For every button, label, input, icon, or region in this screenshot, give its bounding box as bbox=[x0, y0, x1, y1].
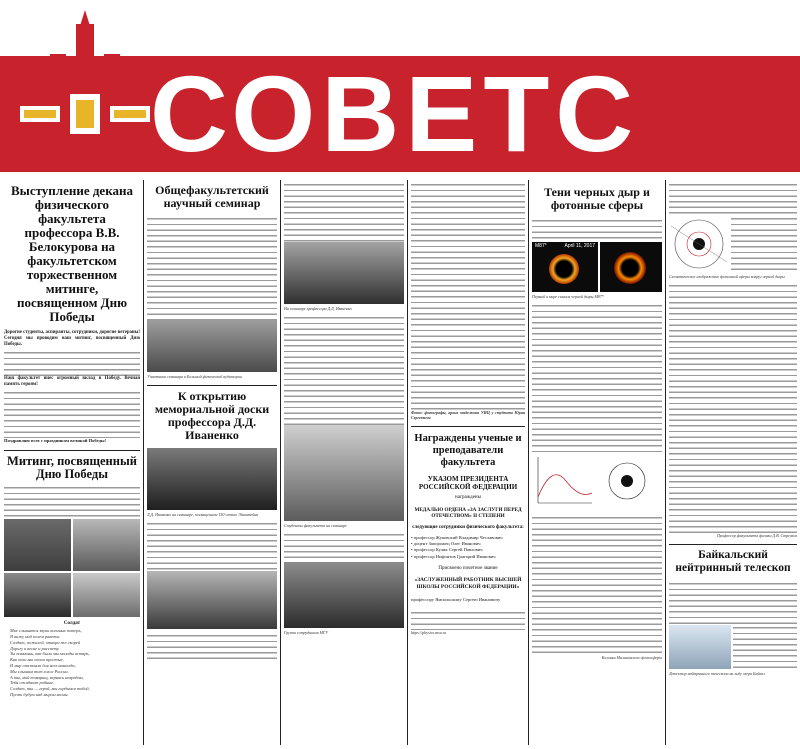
photo-caption: Группа сотрудников МГУ bbox=[284, 630, 328, 635]
photo-caption: На семинаре профессора Д.Д. Иваненко bbox=[284, 306, 352, 311]
image-date: April 11, 2017 bbox=[564, 243, 595, 249]
headline-black-holes: Тени черных дыр и фотонные сферы bbox=[544, 185, 650, 212]
decree-subtitle: награждены bbox=[455, 495, 481, 500]
staff-title: следующие сотрудники физического факультета: bbox=[412, 525, 524, 531]
body-text bbox=[4, 350, 140, 376]
column-rule bbox=[280, 180, 281, 745]
headline-dean-speech: Выступление декана физического факультета профессора В.В. Белокурова на факультетском торжественном митинге, посвященном Дню Победы bbox=[11, 183, 133, 324]
photo-caption: Первый в мире снимок черной дыры M87* bbox=[532, 294, 604, 299]
body-text bbox=[284, 532, 404, 562]
headline-memorial: К открытию мемориальной доски профессора Д.Д. Иваненко bbox=[154, 389, 270, 442]
decree-title: УКАЗОМ ПРЕЗИДЕНТА РОССИЙСКОЙ ФЕДЕРАЦИИ bbox=[418, 475, 518, 491]
body-text bbox=[284, 315, 404, 425]
column-6 bbox=[669, 180, 797, 745]
body-text bbox=[4, 390, 140, 438]
headline-awards: Награждены ученые и преподаватели факультета bbox=[414, 433, 522, 468]
source-link[interactable]: https://physics.msu.ru bbox=[411, 630, 447, 636]
rally-photo bbox=[4, 573, 71, 617]
photo-caption: Детектор нейтринного телескопа на льду озера Байкал bbox=[669, 671, 765, 676]
body-text bbox=[731, 216, 797, 272]
poem-line: Дорогу к весне и рассвету. bbox=[10, 645, 60, 651]
students-photo bbox=[284, 425, 404, 521]
body-text bbox=[532, 218, 662, 242]
body-text bbox=[411, 182, 525, 410]
awardee-name: • профессор Нифонтов Григорий Иванович bbox=[411, 553, 496, 559]
closing-line: Поздравляю всех с праздником великой Победы! bbox=[4, 438, 107, 443]
column-3 bbox=[284, 180, 404, 745]
poem-line: Ты помнишь, как были мы молоды встарь, bbox=[10, 651, 90, 657]
body-text bbox=[284, 182, 404, 242]
article-source: Колонка Малиновского фотосферы bbox=[601, 654, 662, 660]
rally-photo bbox=[4, 519, 71, 571]
m87-image bbox=[532, 242, 598, 292]
column-1 bbox=[4, 180, 140, 745]
headline-rally: Митинг, посвященный Дню Победы bbox=[7, 453, 137, 481]
awardee-name: • профессор Жуковский Владимир Чеславович bbox=[411, 535, 503, 540]
body-text bbox=[532, 515, 662, 655]
poem bbox=[4, 628, 140, 698]
photo-caption: Студенты факультета на семинаре bbox=[284, 523, 347, 528]
column-rule bbox=[528, 180, 529, 745]
body-text bbox=[411, 610, 525, 630]
poem-line: Пусть будут над миром весны. bbox=[10, 691, 69, 697]
photo-caption: Д.Д. Иваненко на семинаре, посвященном 150-летию Эйнштейна bbox=[147, 512, 259, 517]
body-text bbox=[147, 633, 277, 663]
lead-text-2: Наш факультет внес огромный вклад в Победу. Вечная память героям! bbox=[4, 376, 140, 387]
seminar-photo bbox=[147, 320, 277, 372]
honor-name: профессору Ямпольскому Сергею Ивановичу bbox=[411, 596, 501, 602]
lead-text: Дорогие студенты, аспиранты, сотрудники, дорогие ветераны! Сегодня мы проводим наш митинг, посвященный Дню Победы. bbox=[4, 330, 140, 347]
newspaper-title: СОВЕТС bbox=[150, 53, 640, 172]
poem-line: Солдат, ты — герой, мы гордимся тобой, bbox=[10, 686, 90, 692]
awardee-name: • доцент Запорожец Олег Иванович bbox=[411, 541, 481, 547]
poem-line: Как пели мы песни простые, bbox=[10, 657, 64, 663]
staff-group-photo bbox=[284, 562, 404, 628]
headline-baikal: Байкальский нейтринный телескоп bbox=[675, 549, 791, 574]
msu-emblem-icon bbox=[10, 10, 160, 170]
poem-line: Я вижу над полем ракеты. bbox=[10, 633, 61, 639]
photo-caption: Участники семинара в Большой физической аудитории bbox=[147, 374, 242, 379]
poem-line: И мир отстояли для всех навсегда, bbox=[10, 662, 76, 668]
poem-line: Мне слышатся звуки военных потерь, bbox=[10, 628, 82, 634]
column-5 bbox=[532, 180, 662, 745]
column-4 bbox=[411, 180, 525, 745]
awardee-name: • профессор Кулик Сергей Павлович bbox=[411, 547, 483, 553]
body-text bbox=[4, 485, 140, 517]
black-hole-ring bbox=[614, 252, 646, 284]
poem-line: Мы слышим тот голос России. bbox=[10, 668, 69, 674]
poem-line: Солдат, пожалей, отвори же скорей bbox=[10, 639, 81, 645]
body-text bbox=[669, 283, 797, 533]
awardee-list bbox=[411, 535, 525, 560]
body-text bbox=[669, 581, 797, 625]
photo-credit: Фото: фотографы, архив отделения УИЦ у студента Юрия Сергеевича bbox=[411, 410, 525, 420]
black-hole-ring bbox=[549, 254, 579, 284]
rally-photo bbox=[73, 573, 140, 617]
body-text bbox=[669, 182, 797, 216]
photon-sphere-diagram bbox=[669, 216, 729, 272]
seminar-group-photo bbox=[284, 242, 404, 304]
ivanenko-photo bbox=[147, 448, 277, 510]
column-rule bbox=[665, 180, 666, 745]
body-text bbox=[733, 625, 797, 669]
poem-line: А ты, мой товарищ, вернись невредим, bbox=[10, 674, 84, 680]
column-rule bbox=[143, 180, 144, 745]
poem-line: Тебя ожидают родные. bbox=[10, 680, 55, 686]
archive-photo bbox=[147, 571, 277, 629]
body-text bbox=[532, 303, 662, 453]
baikal-photo bbox=[669, 625, 731, 669]
image-label: M87* bbox=[535, 243, 547, 249]
rally-photo bbox=[73, 519, 140, 571]
honor-label: Присвоено почетное звание bbox=[438, 565, 498, 571]
poem-title: Солдат bbox=[63, 620, 81, 626]
medal-title: МЕДАЛЬЮ ОРДЕНА «ЗА ЗАСЛУГИ ПЕРЕД ОТЕЧЕСТВОМ» II СТЕПЕНИ bbox=[414, 506, 522, 519]
photon-orbit-diagram bbox=[532, 453, 662, 509]
body-text bbox=[147, 216, 277, 320]
body-text bbox=[147, 521, 277, 571]
honor-title: «ЗАСЛУЖЕННЫЙ РАБОТНИК ВЫСШЕЙ ШКОЛЫ РОССИЙСКОЙ ФЕДЕРАЦИИ» bbox=[414, 577, 522, 590]
masthead bbox=[0, 0, 800, 172]
article-source: Профессор факультета физики Д.В. Стрелков bbox=[716, 533, 797, 538]
headline-seminar: Общефакультетский научный семинар bbox=[155, 183, 269, 210]
diagram-caption: Схематическое изображение фотонной сферы вокруг черной дыры bbox=[669, 274, 785, 279]
simulation-image bbox=[600, 242, 662, 292]
column-2 bbox=[147, 180, 277, 745]
column-rule bbox=[407, 180, 408, 745]
